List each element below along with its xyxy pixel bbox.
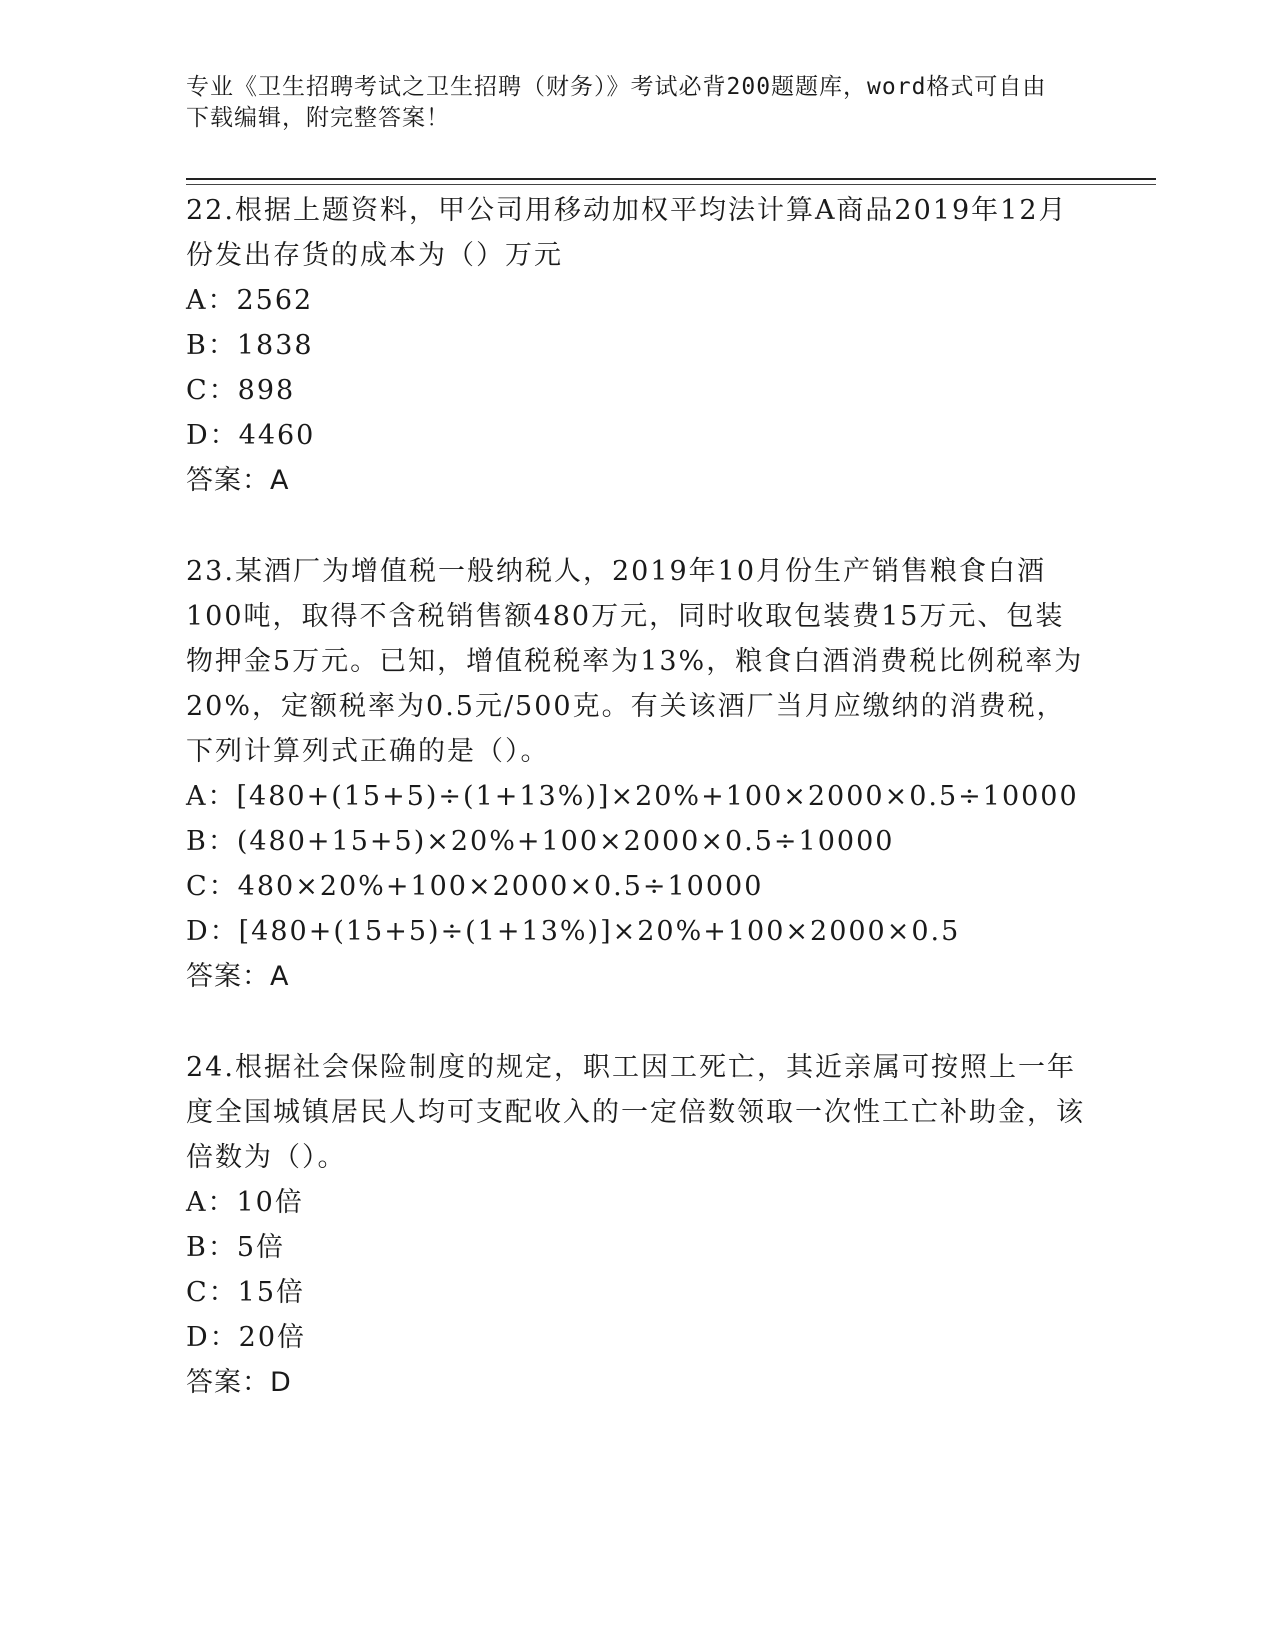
question-text: 22.根据上题资料，甲公司用移动加权平均法计算A商品2019年12月份发出存货的成本为（）万元 <box>186 195 1068 271</box>
option-a: A：10倍 <box>186 1187 304 1218</box>
document-header: 专业《卫生招聘考试之卫生招聘（财务）》考试必背200题题库，word格式可自由下载编辑，附完整答案！ <box>186 74 1047 131</box>
question-text: 23.某酒厂为增值税一般纳税人，2019年10月份生产销售粮食白酒100吨，取得不含税销售额480万元，同时收取包装费15万元、包装物押金5万元。已知，增值税税率为13%，粮食白酒消费税比例税率为20%，定额税率为0.5元/500克。有关该酒厂当月应缴纳的消费税，下列计算列式正确的是（）。 <box>186 556 1084 767</box>
option-c: C：480×20%+100×2000×0.5÷10000 <box>186 871 764 902</box>
question-23 <box>186 549 1086 999</box>
header-rule-thin <box>186 184 1156 185</box>
question-24 <box>186 1045 1086 1405</box>
option-b: B：1838 <box>186 330 314 361</box>
option-c: C：15倍 <box>186 1277 306 1308</box>
option-c: C：898 <box>186 375 296 406</box>
question-22 <box>186 188 1086 503</box>
option-a: A：[480+(15+5)÷(1+13%)]×20%+100×2000×0.5÷10000 <box>186 781 1079 812</box>
answer: 答案：A <box>186 465 290 496</box>
option-d: D：[480+(15+5)÷(1+13%)]×20%+100×2000×0.5 <box>186 916 961 947</box>
answer: 答案：A <box>186 961 290 992</box>
option-d: D：4460 <box>186 420 316 451</box>
header-rule-thick <box>186 178 1156 180</box>
option-d: D：20倍 <box>186 1322 307 1353</box>
option-b: B：5倍 <box>186 1232 286 1263</box>
question-text: 24.根据社会保险制度的规定，职工因工死亡，其近亲属可按照上一年度全国城镇居民人均可支配收入的一定倍数领取一次性工亡补助金，该倍数为（）。 <box>186 1052 1085 1173</box>
question-list <box>186 188 1086 1451</box>
answer: 答案：D <box>186 1367 292 1398</box>
option-b: B：(480+15+5)×20%+100×2000×0.5÷10000 <box>186 826 895 857</box>
option-a: A：2562 <box>186 285 314 316</box>
